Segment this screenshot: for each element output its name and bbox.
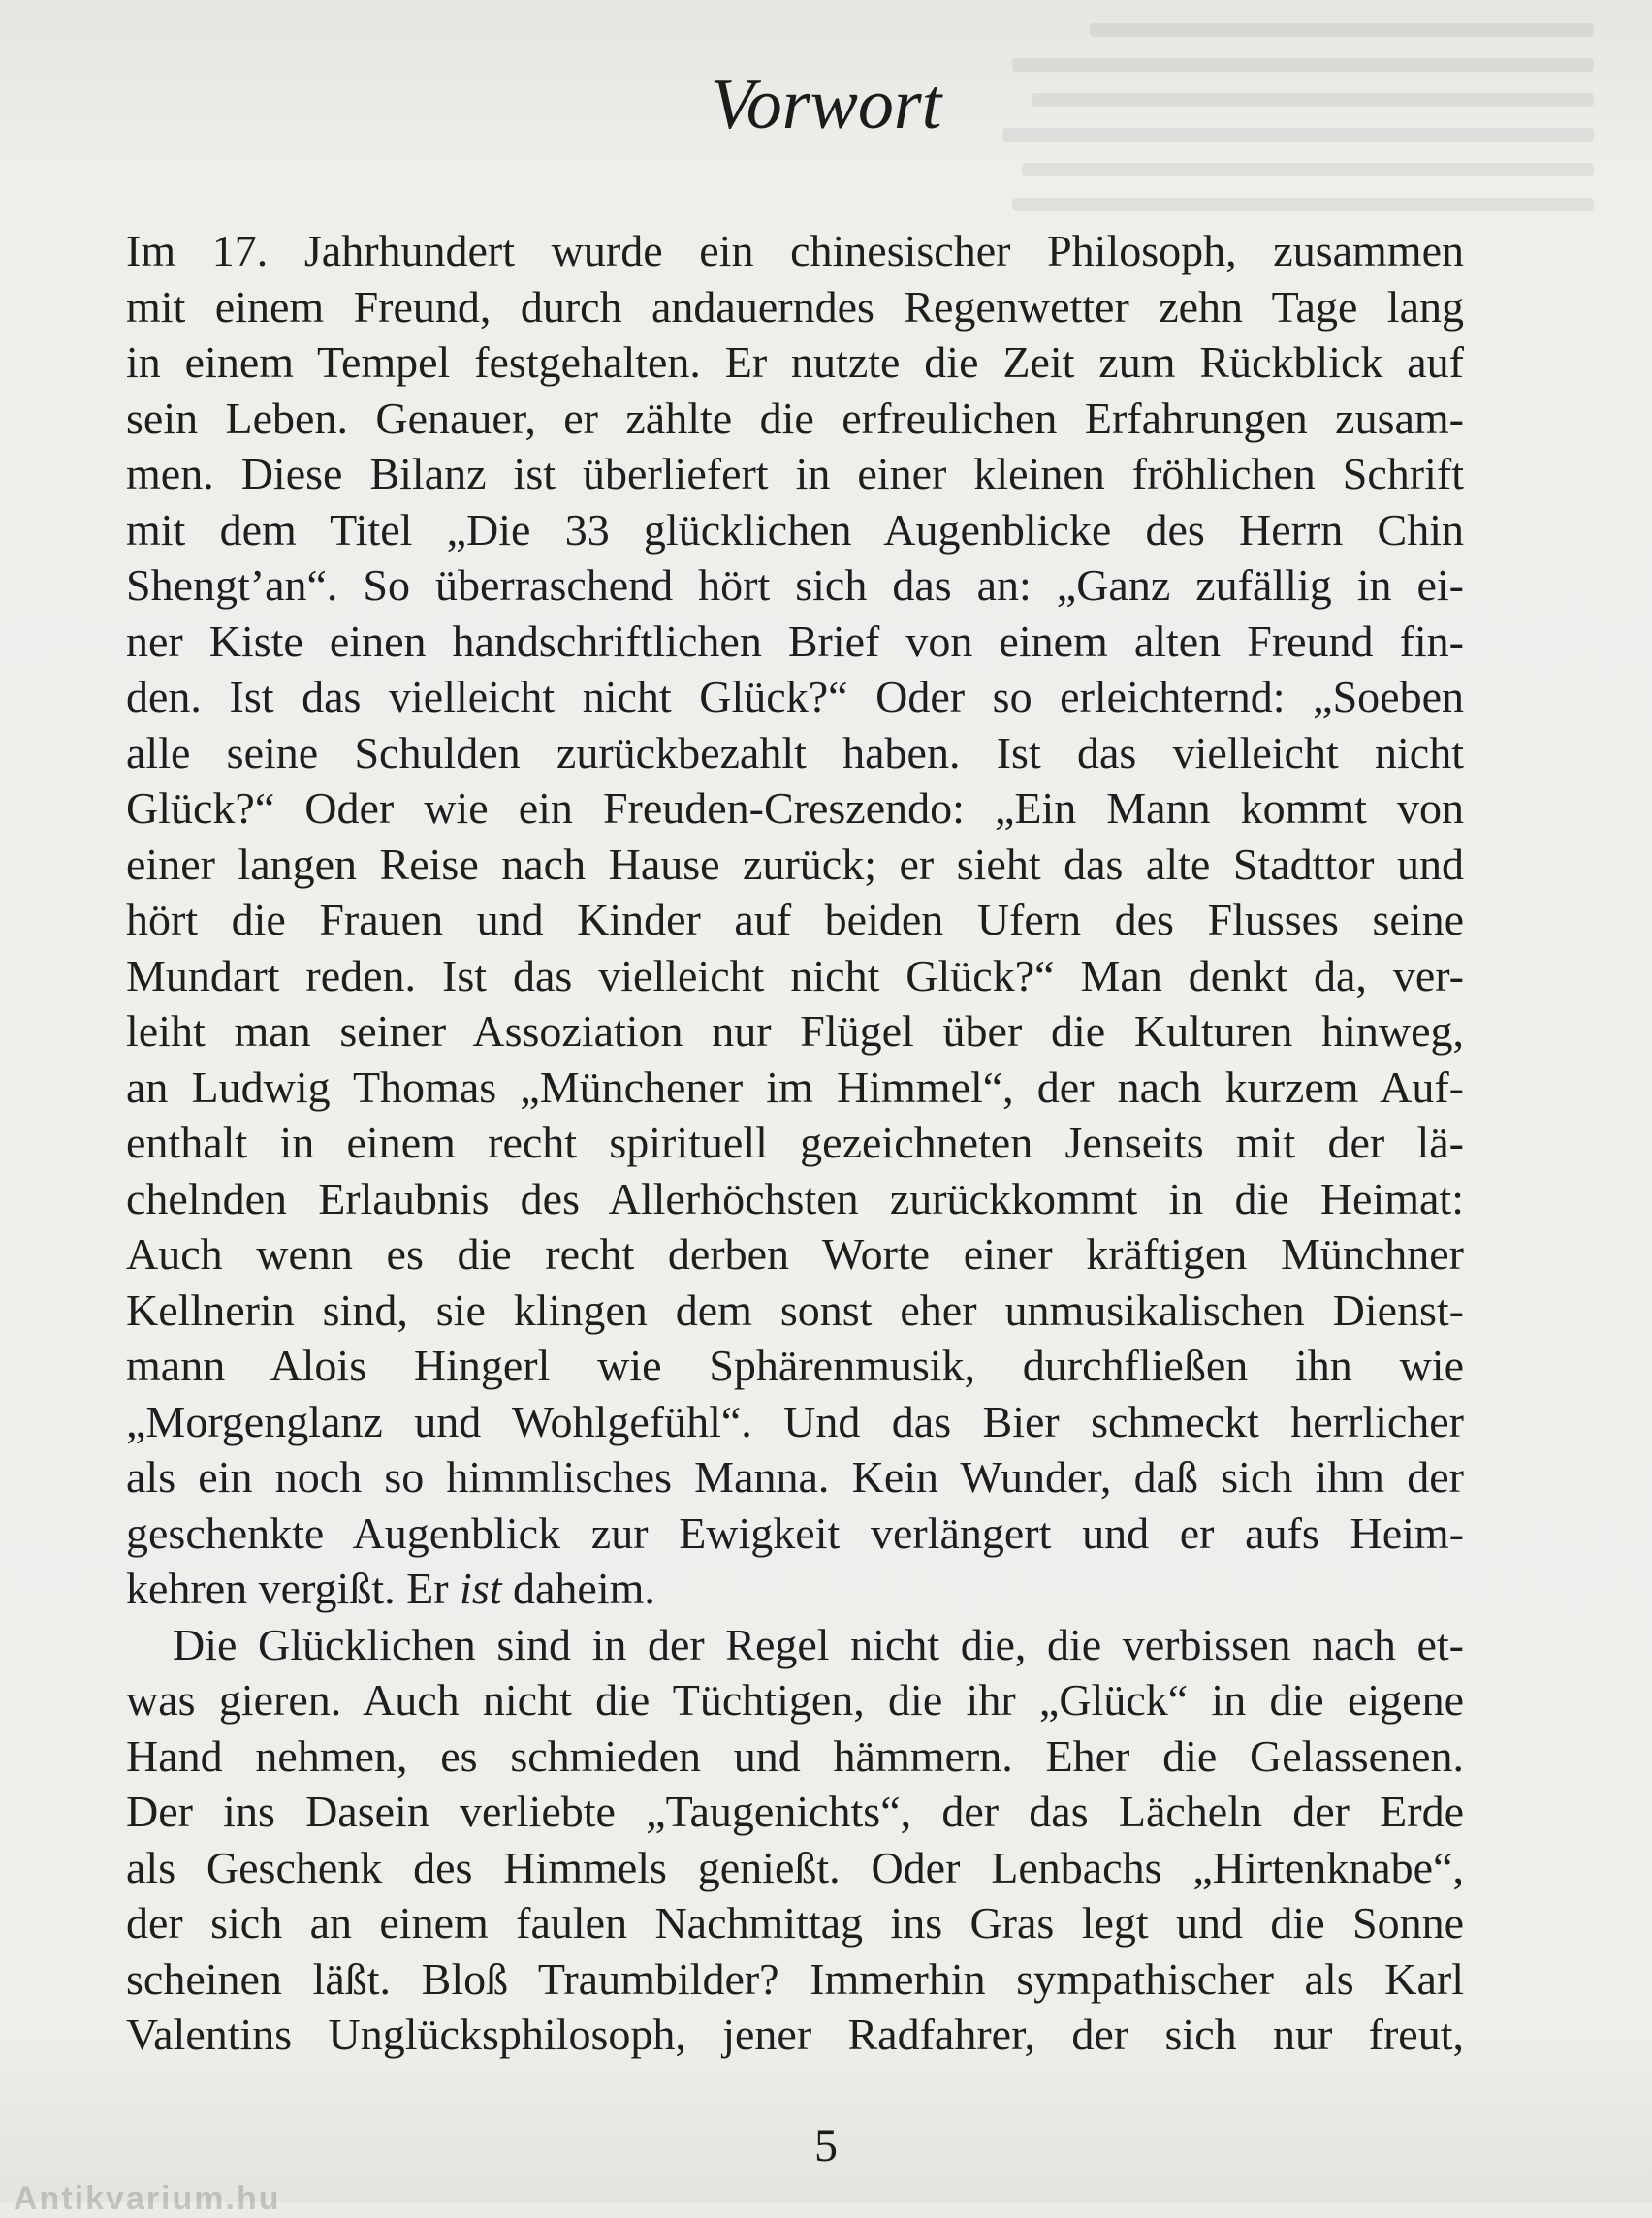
text-line: Shengt’an“. So überraschend hört sich das an: „Ganz zufällig in ei- [126,560,1464,610]
text-line: men. Diese Bilanz ist überliefert in einer kleinen fröhlichen Schrift [126,449,1464,498]
text-line: den. Ist das vielleicht nicht Glück?“ Oder so erleichternd: „Soeben [126,672,1464,721]
text-line: Der ins Dasein verliebte „Taugenichts“, der das Lächeln der Erde [126,1787,1464,1836]
text-line: enthalt in einem recht spirituell gezeichneten Jenseits mit der lä- [126,1118,1464,1167]
chapter-title: Vorwort [710,65,942,144]
text-line: der sich an einem faulen Nachmittag ins Gras legt und die Sonne [126,1898,1464,1948]
text-line: in einem Tempel festgehalten. Er nutzte die Zeit zum Rückblick auf [126,337,1464,387]
text-line-paragraph-end [126,1561,1464,1617]
text-line: scheinen läßt. Bloß Traumbilder? Immerhin sympathischer als Karl [126,1953,1464,2004]
text-line: alle seine Schulden zurückbezahlt haben. Ist das vielleicht nicht [126,727,1464,777]
text-line: mit einem Freund, durch andauerndes Regenwetter zehn Tage lang [126,281,1464,332]
watermark: Antikvarium.hu [14,2180,281,2217]
text-line: Hand nehmen, es schmieden und hämmern. Eher die Gelassenen. [126,1730,1464,1781]
text-line-paragraph-start: Die Glücklichen sind in der Regel nicht die, die verbissen nach et- [173,1619,1464,1669]
text-line: chelnden Erlaubnis des Allerhöchsten zurückkommt in die Heimat: [126,1173,1464,1223]
text-line: einer langen Reise nach Hause zurück; er sieht das alte Stadttor und [126,839,1464,889]
text-line: Im 17. Jahrhundert wurde ein chinesischer Philosoph, zusammen [126,226,1464,275]
text-line: leiht man seiner Assoziation nur Flügel über die Kulturen hinweg, [126,1006,1464,1056]
body-text [126,223,1464,2063]
text-line: „Morgenglanz und Wohlgefühl“. Und das Bier schmeckt herrlicher [126,1396,1464,1446]
text-line: an Ludwig Thomas „Münchener im Himmel“, der nach kurzem Auf- [126,1061,1464,1112]
text-line: mann Alois Hingerl wie Sphärenmusik, durchfließen ihn wie [126,1341,1464,1390]
text-line: ner Kiste einen handschriftlichen Brief von einem alten Freund fin- [126,616,1464,666]
text-line: Auch wenn es die recht derben Worte einer kräftigen Münchner [126,1229,1464,1279]
text-line: Glück?“ Oder wie ein Freuden-Creszendo: „Ein Mann kommt von [126,783,1464,833]
text-run: daheim. [501,1564,655,1613]
page-number: 5 [814,2120,838,2171]
text-line: als Geschenk des Himmels genießt. Oder Lenbachs „Hirtenknabe“, [126,1842,1464,1892]
text-line: als ein noch so himmlisches Manna. Kein Wunder, daß sich ihm der [126,1452,1464,1502]
text-line: sein Leben. Genauer, er zählte die erfreulichen Erfahrungen zusam- [126,393,1464,443]
text-run: kehren vergißt. Er [126,1564,461,1613]
text-line: Mundart reden. Ist das vielleicht nicht Glück?“ Man denkt da, ver- [126,950,1464,1000]
emphasis-word: ist [460,1564,502,1613]
text-line: hört die Frauen und Kinder auf beiden Ufern des Flusses seine [126,895,1464,944]
text-line: mit dem Titel „Die 33 glücklichen Augenblicke des Herrn Chin [126,504,1464,554]
text-line: Valentins Unglücksphilosoph, jener Radfahrer, der sich nur freut, [126,2010,1464,2059]
text-line: was gieren. Auch nicht die Tüchtigen, die ihr „Glück“ in die eigene [126,1675,1464,1725]
text-line: Kellnerin sind, sie klingen dem sonst eher unmusikalischen Dienst- [126,1284,1464,1335]
text-line: geschenkte Augenblick zur Ewigkeit verlängert und er aufs Heim- [126,1507,1464,1558]
